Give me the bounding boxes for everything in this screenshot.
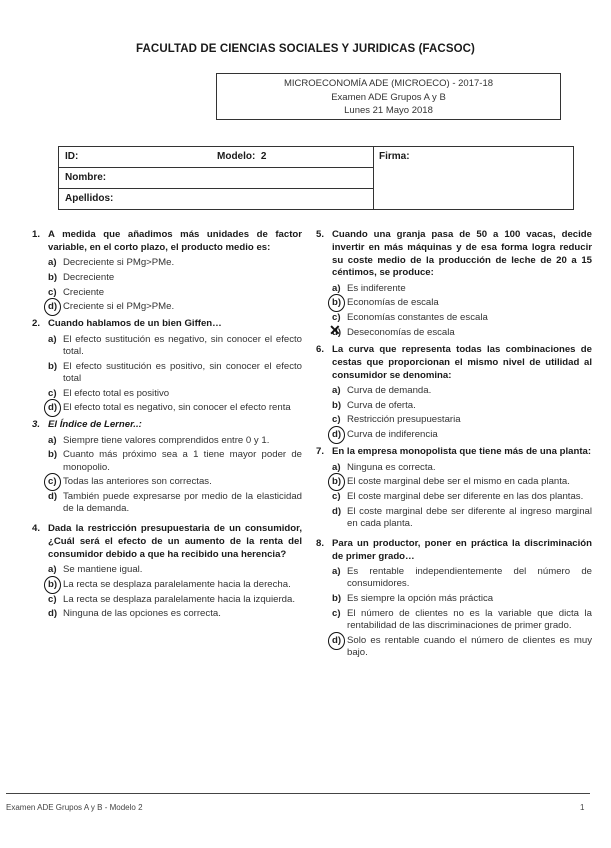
answer-option[interactable]	[332, 312, 592, 324]
option-text: Es rentable independientemente del número de consumidores.	[347, 566, 592, 590]
option-text: Economías constantes de escala	[347, 312, 488, 324]
answer-option[interactable]	[332, 593, 592, 605]
answer-option[interactable]	[48, 476, 302, 488]
question-8	[316, 538, 592, 659]
option-text: El coste marginal debe ser diferente al ingreso marginal en cada planta.	[347, 505, 592, 529]
option-letter: c)	[48, 476, 63, 488]
answer-option[interactable]	[332, 385, 592, 397]
option-text: El número de clientes no es la variable que dicta la rentabilidad de las discriminaciones de primer grado.	[347, 607, 592, 631]
nombre-label: Nombre:	[65, 172, 107, 183]
option-text: Se mantiene igual.	[63, 564, 143, 576]
footer-divider	[6, 793, 590, 794]
option-text: Curva de oferta.	[347, 399, 416, 411]
answer-option[interactable]	[48, 491, 302, 515]
option-text: El efecto total es negativo, sin conocer el efecto renta	[63, 402, 291, 414]
option-letter: d)	[332, 635, 347, 659]
option-text: Cuanto más próximo sea a 1 tiene mayor poder de monopolio.	[63, 449, 302, 473]
course-info-box	[216, 73, 561, 120]
option-text: Decreciente si PMg>PMe.	[63, 257, 175, 269]
answer-option[interactable]	[48, 301, 302, 313]
question-7	[316, 446, 592, 530]
option-letter: a)	[332, 461, 341, 473]
answer-option[interactable]	[48, 594, 302, 606]
answer-option[interactable]	[48, 402, 302, 414]
answer-option[interactable]	[48, 257, 302, 269]
question-number: 6.	[316, 344, 325, 355]
option-text: Ninguna de las opciones es correcta.	[63, 608, 221, 620]
nombre-row	[59, 168, 373, 189]
option-letter: d)	[48, 608, 58, 620]
question-title	[32, 419, 302, 432]
question-number: 7.	[316, 446, 325, 458]
question-3	[32, 419, 302, 515]
answer-option[interactable]	[48, 564, 302, 576]
question-number: 2.	[32, 318, 41, 330]
answer-option[interactable]	[332, 506, 592, 530]
answer-option[interactable]	[332, 414, 592, 426]
id-row	[59, 147, 373, 168]
question-number: 5.	[316, 229, 325, 240]
option-letter: d)	[332, 429, 347, 441]
option-letter: a)	[48, 257, 57, 269]
answer-option[interactable]	[332, 608, 592, 632]
page-number: 1	[580, 803, 585, 812]
option-text: La recta se desplaza paralelamente hacia la izquierda.	[63, 593, 295, 605]
question-title	[32, 523, 302, 561]
option-letter: a)	[48, 333, 57, 345]
option-text: Decreciente	[63, 271, 115, 283]
question-4	[32, 523, 302, 620]
option-text: Es indiferente	[347, 282, 406, 294]
option-letter: a)	[48, 434, 57, 446]
option-text: También puede expresarse por medio de la elasticidad de la demanda.	[63, 491, 302, 515]
answer-option[interactable]	[48, 388, 302, 400]
option-letter: a)	[48, 564, 57, 576]
option-text: Deseconomías de escala	[347, 326, 455, 338]
option-letter: a)	[332, 282, 341, 294]
option-letter: c)	[332, 312, 341, 324]
option-letter: d)	[48, 491, 58, 503]
option-text: Creciente si el PMg>PMe.	[63, 301, 175, 313]
option-letter: d)	[48, 301, 63, 313]
option-letter: d)	[48, 402, 63, 414]
answer-option[interactable]	[48, 287, 302, 299]
apellidos-label: Apellidos:	[65, 193, 114, 204]
option-letter: b)	[332, 297, 347, 309]
option-letter: b)	[332, 593, 342, 605]
answer-option[interactable]	[332, 462, 592, 474]
question-text: A medida que añadimos más unidades de factor variable, en el corto plazo, el producto medio es:	[48, 229, 302, 253]
student-info-form	[58, 146, 574, 210]
option-letter: b)	[332, 399, 342, 411]
question-text: Cuando hablamos de un bien Giffen…	[48, 318, 222, 330]
answer-option[interactable]	[48, 334, 302, 358]
option-text: Curva de indiferencia	[347, 429, 438, 440]
question-text: Para un productor, poner en práctica la discriminación de primer grado…	[332, 538, 592, 562]
question-title	[316, 538, 592, 564]
question-number: 4.	[32, 523, 41, 535]
answer-option[interactable]	[332, 429, 592, 441]
answer-option[interactable]	[48, 608, 302, 620]
answer-option[interactable]	[48, 449, 302, 473]
answer-option[interactable]	[48, 435, 302, 447]
question-title	[316, 229, 592, 280]
option-letter: b)	[48, 360, 58, 372]
option-letter: c)	[332, 414, 341, 426]
option-letter: c)	[48, 387, 57, 399]
question-2	[32, 318, 302, 414]
option-text: Es siempre la opción más práctica	[347, 593, 494, 605]
question-text: Cuando una granja pasa de 50 a 100 vacas, decide invertir en más máquinas y de esa forma logra reducir su coste medio de la producción de leche de 20 a 15 céntimos, se produce:	[332, 229, 592, 279]
option-letter: b)	[332, 476, 347, 488]
question-title	[32, 318, 302, 331]
answer-option[interactable]	[332, 566, 592, 590]
course-name: MICROECONOMÍA ADE (MICROECO) - 2017-18	[283, 78, 494, 89]
question-text: La curva que representa todas las combinaciones de cestas que proporcionan el mismo nivel de utilidad al consumidor se denomina:	[332, 344, 592, 381]
id-label: ID:	[65, 151, 79, 162]
option-text: Solo es rentable cuando el número de clientes es muy bajo.	[347, 634, 592, 658]
option-text: Todas las anteriores son correctas.	[63, 476, 212, 488]
answer-option[interactable]	[332, 297, 592, 309]
modelo-label: Modelo:	[217, 151, 256, 162]
option-letter: b)	[48, 449, 58, 461]
answer-option[interactable]	[48, 579, 302, 591]
option-letter: a)	[332, 384, 341, 396]
answer-option[interactable]	[48, 361, 302, 385]
option-letter: d)	[332, 505, 342, 517]
option-text: Ninguna es correcta.	[347, 461, 436, 473]
answer-option[interactable]	[332, 491, 592, 503]
question-title	[316, 344, 592, 382]
option-letter: c)	[48, 286, 57, 298]
question-number: 1.	[32, 229, 41, 240]
faculty-title: FACULTAD DE CIENCIAS SOCIALES Y JURIDICAS (FACSOC)	[136, 43, 475, 55]
option-letter: d) ✕	[332, 327, 347, 339]
option-text: El coste marginal debe ser el mismo en cada planta.	[347, 476, 570, 488]
exam-date: Lunes 21 Mayo 2018	[344, 105, 433, 116]
answer-option[interactable]	[48, 272, 302, 284]
question-title	[32, 229, 302, 255]
answer-option[interactable]	[332, 476, 592, 488]
option-text: El coste marginal debe ser diferente en las dos plantas.	[347, 490, 584, 502]
option-letter: b)	[48, 271, 58, 283]
option-text: El efecto sustitución es negativo, sin conocer el efecto total.	[63, 333, 302, 357]
option-letter: a)	[332, 566, 341, 578]
questions-right-column	[316, 229, 592, 664]
modelo-field	[217, 147, 266, 167]
option-letter: c)	[48, 593, 57, 605]
modelo-value: 2	[260, 151, 267, 162]
question-title	[316, 446, 592, 459]
question-text: Dada la restricción presupuestaria de un consumidor, ¿Cuál será el efecto de un aumento de la renta del consumidor debido a que ha recibido una herencia?	[48, 523, 302, 561]
option-text: El efecto total es positivo	[63, 387, 170, 399]
questions-left-column	[32, 229, 302, 626]
option-text: Siempre tiene valores comprendidos entre 0 y 1.	[63, 434, 270, 446]
question-1	[32, 229, 302, 313]
option-letter: b)	[48, 579, 63, 591]
answer-option[interactable]	[332, 327, 592, 339]
question-number: 3.	[32, 419, 41, 431]
option-text: Creciente	[63, 286, 105, 298]
exam-name: Examen ADE Grupos A y B	[331, 91, 446, 103]
option-text: La recta se desplaza paralelamente hacia la derecha.	[63, 579, 291, 591]
option-text: Economías de escala	[347, 297, 439, 309]
question-text: El Índice de Lerner..:	[48, 419, 142, 431]
firma-label: Firma:	[379, 151, 410, 162]
option-text: Curva de demanda.	[347, 384, 432, 396]
option-text: Restricción presupuestaria	[347, 414, 461, 426]
question-5	[316, 229, 592, 339]
question-number: 8.	[316, 538, 325, 550]
option-letter: c)	[332, 607, 341, 619]
footer-text: Examen ADE Grupos A y B - Modelo 2	[6, 803, 143, 812]
option-text: El efecto sustitución es positivo, sin conocer el efecto total	[63, 360, 302, 384]
question-6	[316, 344, 592, 441]
option-letter: c)	[332, 490, 341, 502]
answer-option[interactable]	[332, 635, 592, 659]
answer-option[interactable]	[332, 283, 592, 295]
answer-option[interactable]	[332, 400, 592, 412]
question-text: En la empresa monopolista que tiene más de una planta:	[332, 446, 592, 458]
apellidos-row	[59, 189, 373, 209]
